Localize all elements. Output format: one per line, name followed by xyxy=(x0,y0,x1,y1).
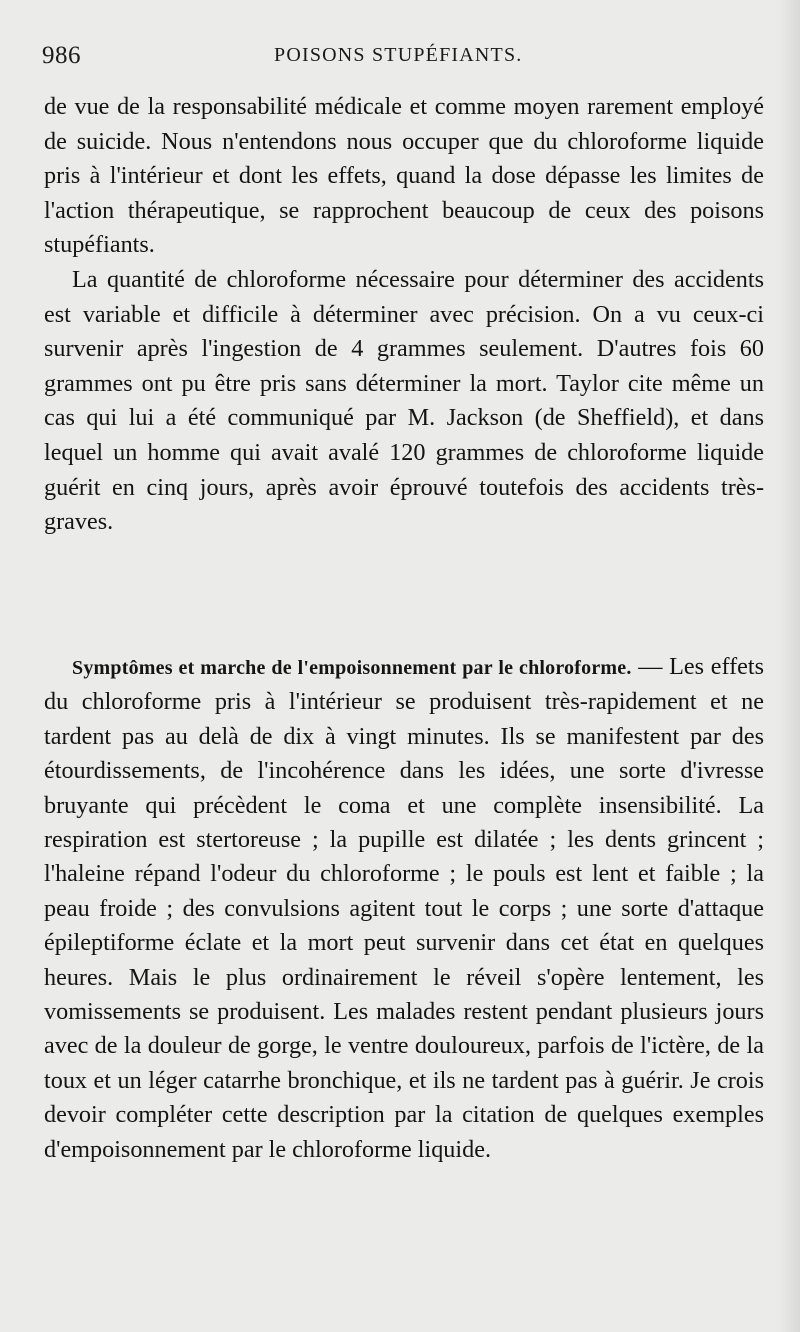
section-text: — Les effets du chloroforme pris à l'intérieur se produisent très-rapidement et ne tardent pas au delà de dix à vingt minutes. Ils se manifestent par des étourdissements, de l'incohérence dans les idées, une sorte d'ivresse bruyante qui précèdent le coma et une complète insensibilité. La respiration est stertoreuse ; la pupille est dilatée ; les dents grincent ; l'haleine répand l'odeur du chloroforme ; le pouls est lent et faible ; la peau froide ; des convulsions agitent tout le corps ; une sorte d'attaque épileptiforme éclate et la mort peut survenir dans cet état en quelques heures. Mais le plus ordinairement le réveil s'opère lentement, les vomissements se produisent. Les malades restent pendant plusieurs jours avec de la douleur de gorge, le ventre douloureux, parfois de l'ictère, de la toux et un léger catarrhe bronchique, et ils ne tardent pas à guérir. Je crois devoir compléter cette description par la citation de quelques exemples d'empoisonnement par le chloroforme liquide. xyxy=(44,653,764,1163)
section-heading: Symptômes et marche de l'empoisonnement par le chloroforme. xyxy=(72,657,632,679)
page-number: 986 xyxy=(42,42,81,69)
paragraph-chloroform-quantity: La quantité de chloroforme nécessaire pour déterminer des accidents est variable et difficile à déterminer avec précision. On a vu ceux-ci survenir après l'ingestion de 4 grammes seulement. D'autres fois 60 grammes ont pu être pris sans déterminer la mort. Taylor cite même un cas qui lui a été communiqué par M. Jackson (de Sheffield), et dans lequel un homme qui avait avalé 120 grammes de chloroforme liquide guérit en cinq jours, après avoir éprouvé toutefois des accidents très-graves. xyxy=(44,265,764,536)
page-gutter-shadow xyxy=(778,0,800,1332)
paragraph-continuation: de vue de la responsabilité médicale et comme moyen rarement employé de suicide. Nous n'entendons nous occuper que du chloroforme liquide pris à l'intérieur et dont les effets, quand la dose dépasse les limites de l'action thérapeutique, se rapprochent beaucoup de ceux des poisons stupéfiants. xyxy=(44,93,764,259)
running-head: POISONS STUPÉFIANTS. xyxy=(274,44,523,66)
page-header xyxy=(42,40,762,76)
section-paragraph xyxy=(44,650,764,1167)
body-text xyxy=(44,90,764,540)
section-symptoms xyxy=(44,650,764,1167)
